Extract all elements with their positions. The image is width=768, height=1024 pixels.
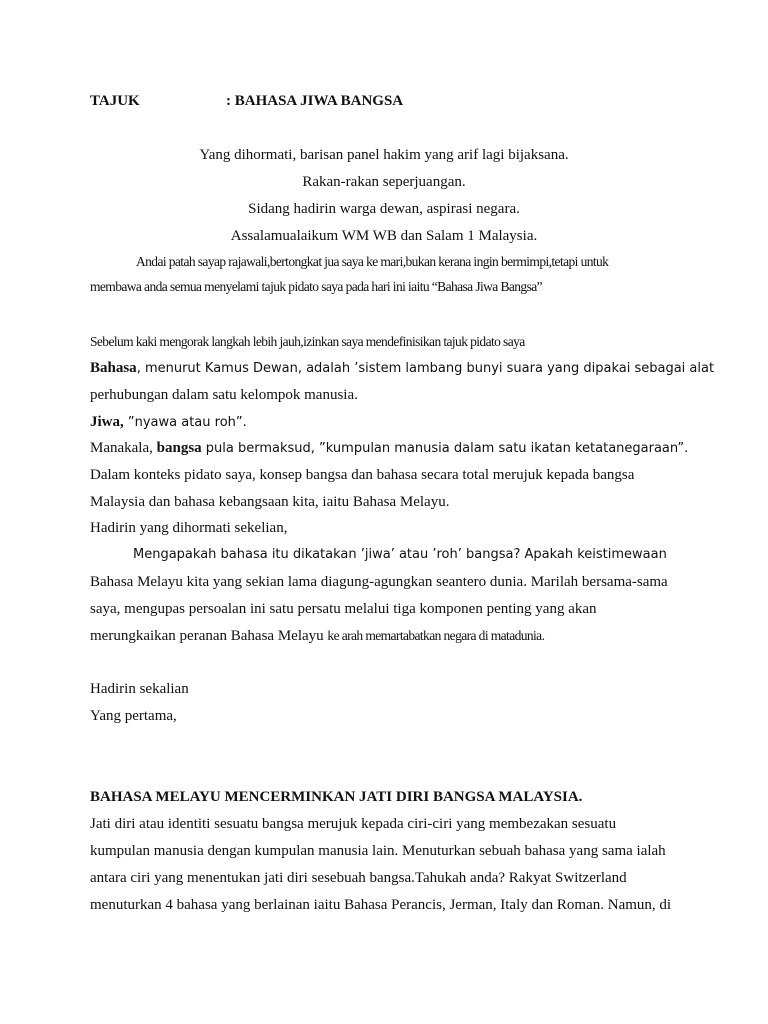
greeting-line: Sidang hadirin warga dewan, aspirasi negara.: [248, 201, 520, 217]
section-heading: BAHASA MELAYU MENCERMINKAN JATI DIRI BANGSA MALAYSIA.: [90, 789, 583, 805]
greeting-line: Assalamualaikum WM WB dan Salam 1 Malaysia.: [230, 228, 538, 244]
context-line: Dalam konteks pidato saya, konsep bangsa dan bahasa secara total merujuk kepada bangsa: [90, 467, 635, 483]
term-bahasa: Bahasa: [90, 360, 137, 376]
definition-prefix: Manakala,: [90, 440, 157, 456]
paragraph-text: ke arah memartabatkan negara di matadunia.: [327, 628, 545, 643]
definition-jiwa: [90, 413, 247, 432]
definition-opening: Sebelum kaki mengorak langkah lebih jauh,izinkan saya mendefinisikan tajuk pidato saya: [90, 334, 525, 349]
section-paragraph-line: menuturkan 4 bahasa yang berlainan iaitu Bahasa Perancis, Jerman, Italy dan Roman. Namun, di: [90, 897, 672, 913]
intro-line: Andai patah sayap rajawali,bertongkat jua saya ke mari,bukan kerana ingin bermimpi,tetapi untuk: [136, 254, 609, 269]
paragraph-line: saya, mengupas persoalan ini satu persatu melalui tiga komponen penting yang akan: [90, 601, 597, 617]
title-line: [90, 92, 404, 110]
definition-bahasa: [90, 359, 714, 378]
title-value: : BAHASA JIWA BANGSA: [226, 93, 404, 109]
hadirin-line: Hadirin sekalian: [90, 681, 189, 697]
definition-text: , menurut Kamus Dewan, adalah ’sistem lambang bunyi suara yang dipakai sebagai alat: [136, 361, 715, 376]
intro-line: membawa anda semua menyelami tajuk pidato saya pada hari ini iaitu “Bahasa Jiwa Bangsa”: [90, 279, 543, 294]
term-jiwa: Jiwa,: [90, 414, 124, 430]
first-point-line: Yang pertama,: [90, 708, 177, 724]
definition-text: pula bermaksud, ”kumpulan manusia dalam satu ikatan ketatanegaraan”.: [201, 441, 689, 456]
definition-bahasa-cont: perhubungan dalam satu kelompok manusia.: [90, 387, 358, 403]
paragraph-line: [90, 627, 544, 645]
hadirin-line: Hadirin yang dihormati sekelian,: [90, 520, 288, 536]
greeting-line: Rakan-rakan seperjuangan.: [302, 174, 466, 190]
definition-bangsa: [90, 439, 688, 458]
greeting-line: Yang dihormati, barisan panel hakim yang arif lagi bijaksana.: [199, 147, 569, 163]
title-label: TAJUK: [90, 93, 140, 109]
question-line: Mengapakah bahasa itu dikatakan ’jiwa’ atau ’roh’ bangsa? Apakah keistimewaan: [133, 547, 667, 562]
section-paragraph-line: Jati diri atau identiti sesuatu bangsa merujuk kepada ciri-ciri yang membezakan sesuatu: [90, 816, 617, 832]
section-paragraph-line: kumpulan manusia dengan kumpulan manusia lain. Menuturkan sebuah bahasa yang sama ialah: [90, 843, 666, 859]
paragraph-line: Bahasa Melayu kita yang sekian lama diagung-agungkan seantero dunia. Marilah bersama-sama: [90, 574, 668, 590]
section-paragraph-line: antara ciri yang menentukan jati diri sesebuah bangsa.Tahukah anda? Rakyat Switzerland: [90, 870, 627, 886]
context-line: Malaysia dan bahasa kebangsaan kita, iaitu Bahasa Melayu.: [90, 494, 450, 510]
definition-text: ”nyawa atau roh”.: [123, 415, 247, 430]
paragraph-text: merungkaikan peranan Bahasa Melayu: [90, 628, 328, 644]
term-bangsa: bangsa: [156, 440, 202, 456]
